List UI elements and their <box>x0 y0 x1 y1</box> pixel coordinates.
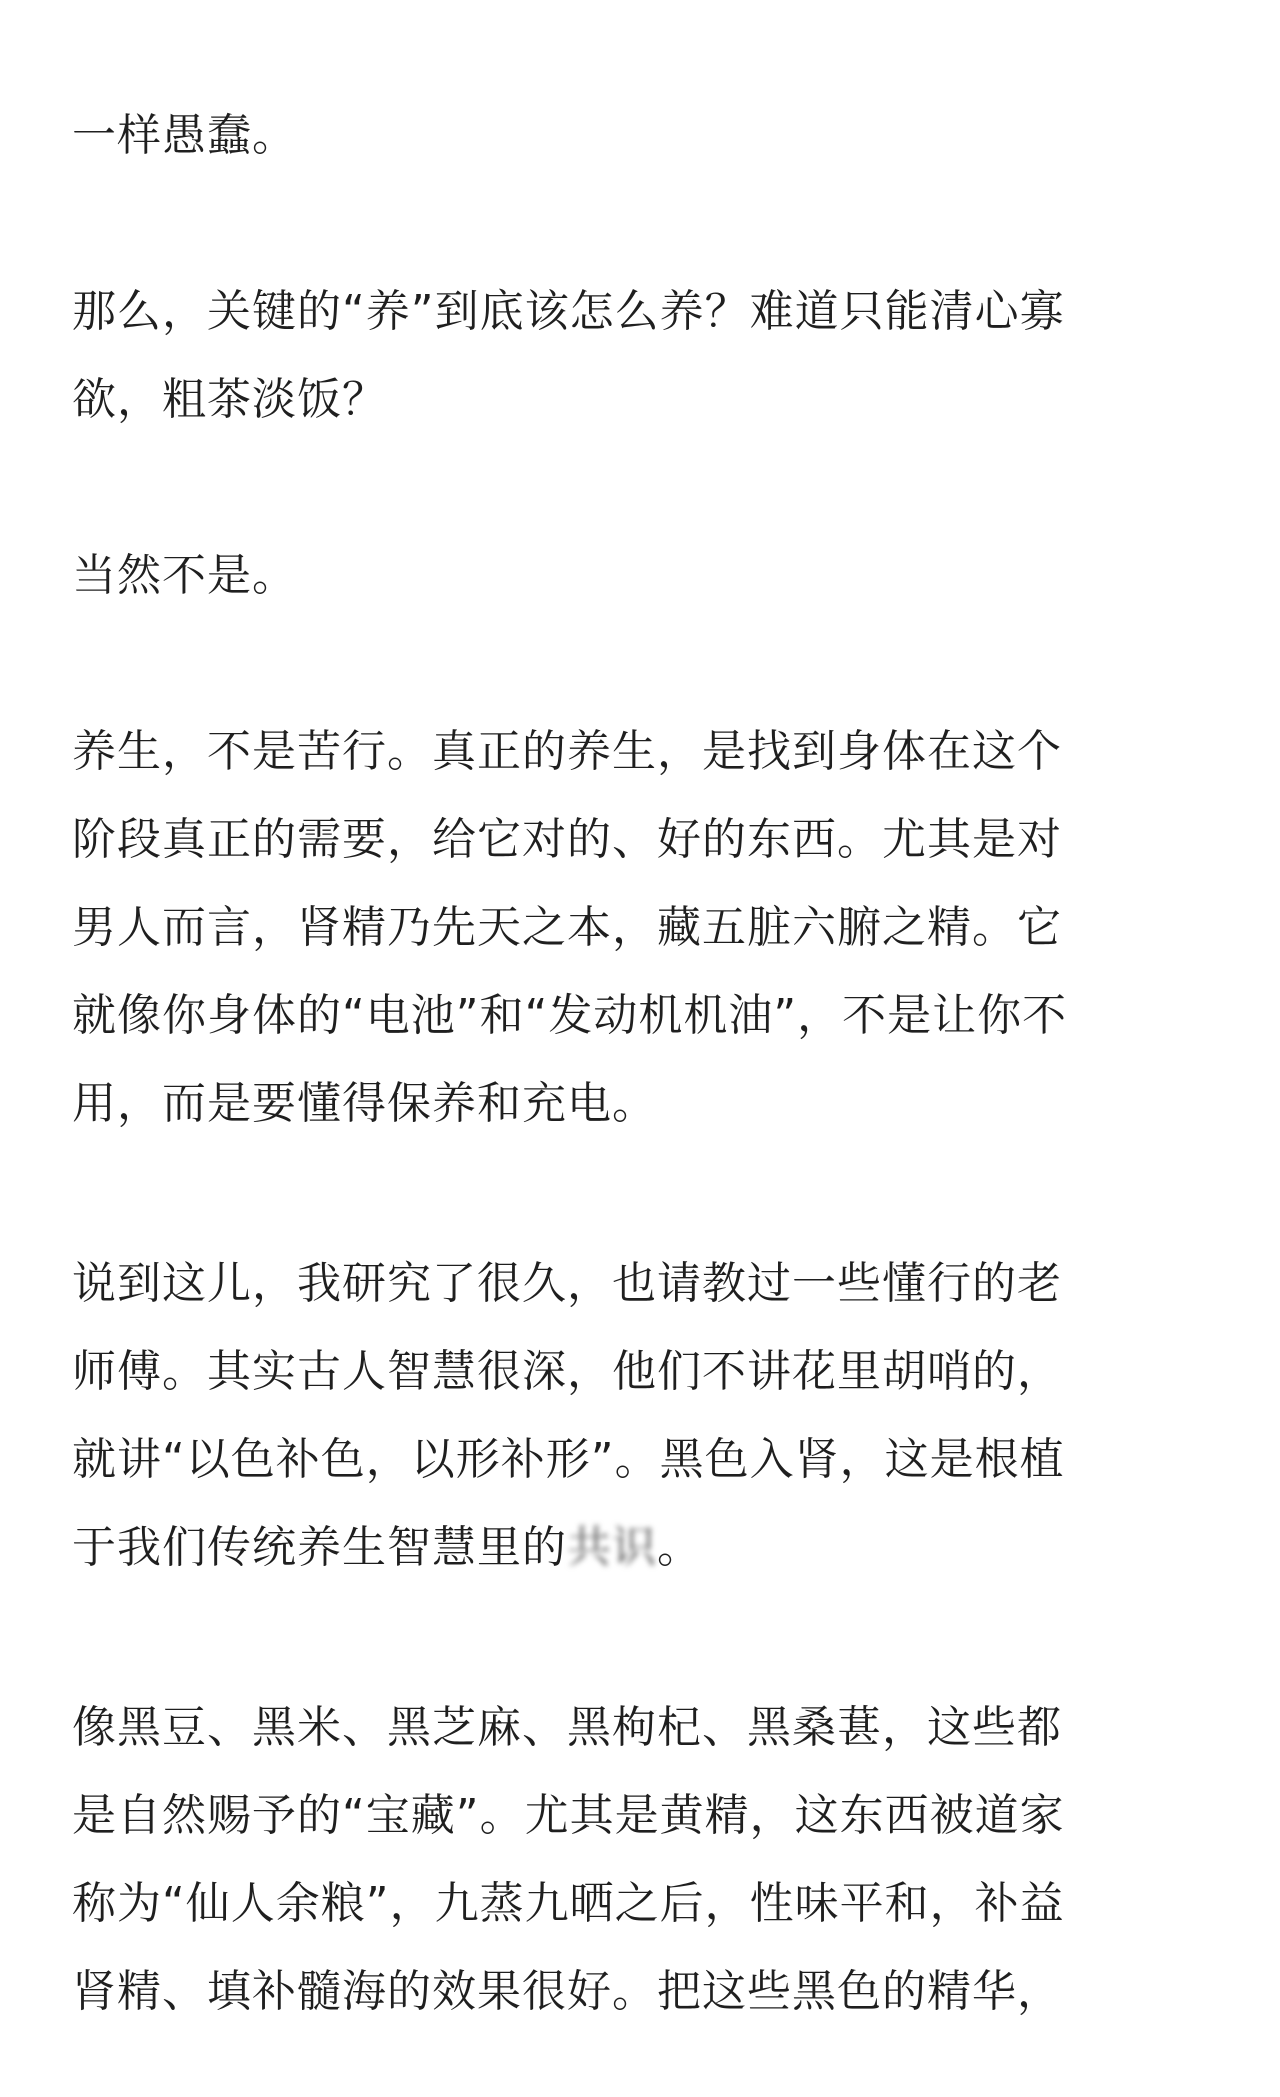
paragraph-6 <box>72 1684 1208 2036</box>
text-line: 师傅。其实古人智慧很深，他们不讲花里胡哨的， <box>72 1346 1062 1397</box>
text-line: 像黑豆、黑米、黑芝麻、黑枸杞、黑桑葚，这些都 <box>72 1702 1062 1753</box>
text-line: 是自然赐予的“宝藏”。尤其是黄精，这东西被道家 <box>72 1790 1065 1841</box>
paragraph-5 <box>72 1240 1208 1592</box>
text-segment: 于我们传统养生智慧里的 <box>72 1522 567 1573</box>
text-line: 就像你身体的“电池”和“发动机机油”，不是让你不 <box>72 990 1068 1041</box>
paragraph-2 <box>72 268 1208 444</box>
text-line: 欲，粗茶淡饭？ <box>72 374 387 425</box>
text-line: 男人而言，肾精乃先天之本，藏五脏六腑之精。它 <box>72 902 1062 953</box>
text-line: 就讲“以色补色，以形补形”。黑色入肾，这是根植 <box>72 1434 1065 1485</box>
blurred-text: 共识 <box>567 1522 657 1573</box>
text-line: 说到这儿，我研究了很久，也请教过一些懂行的老 <box>72 1258 1062 1309</box>
text-line: 那么，关键的“养”到底该怎么养？难道只能清心寡 <box>72 286 1065 337</box>
text-segment: 。 <box>657 1522 702 1573</box>
text-line <box>72 1504 1208 1592</box>
paragraph-3 <box>72 532 1208 620</box>
paragraph-4 <box>72 708 1208 1148</box>
text-line: 阶段真正的需要，给它对的、好的东西。尤其是对 <box>72 814 1062 865</box>
text-line: 一样愚蠢。 <box>72 110 297 161</box>
text-line: 当然不是。 <box>72 550 297 601</box>
text-line: 称为“仙人余粮”，九蒸九晒之后，性味平和，补益 <box>72 1878 1065 1929</box>
paragraph-1 <box>72 92 1208 180</box>
text-line: 肾精、填补髓海的效果很好。把这些黑色的精华， <box>72 1966 1062 2017</box>
text-line: 养生，不是苦行。真正的养生，是找到身体在这个 <box>72 726 1062 777</box>
text-line: 用，而是要懂得保养和充电。 <box>72 1078 657 1129</box>
